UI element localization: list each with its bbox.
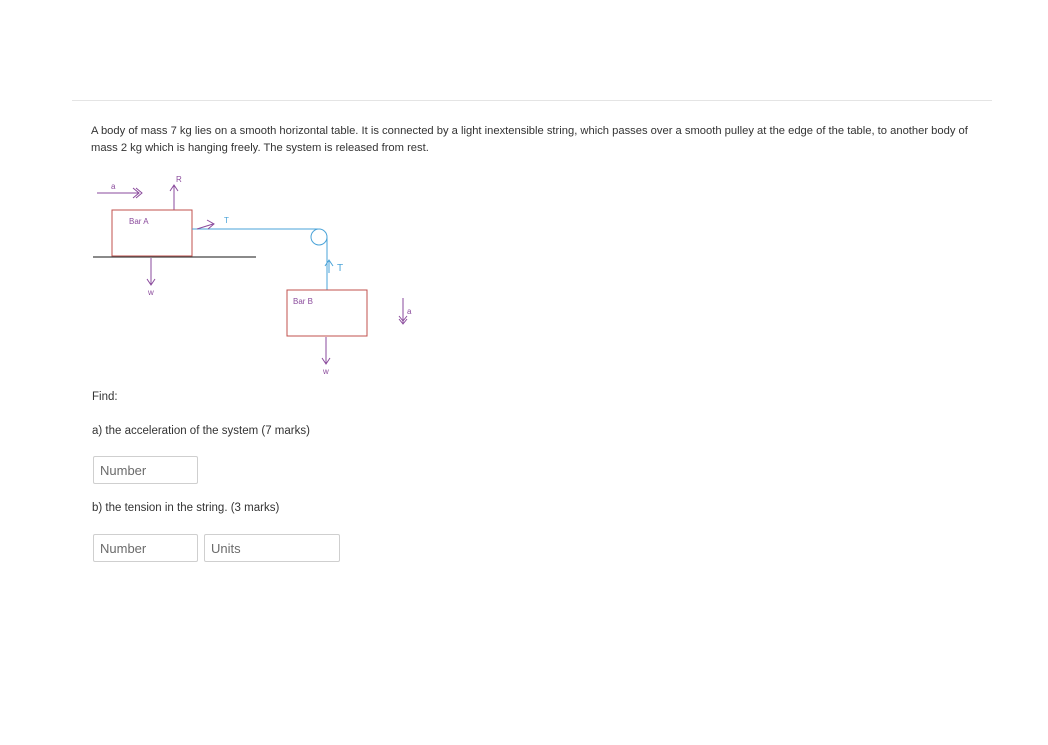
acceleration-arrow-b [399, 298, 407, 324]
tension-label-b: T [337, 263, 344, 274]
weight-arrow-a [147, 258, 155, 285]
part-b-prompt: b) the tension in the string. (3 marks) [92, 502, 280, 514]
top-divider [72, 100, 992, 101]
tension-label-a: T [224, 216, 229, 225]
pulley-icon [311, 229, 327, 245]
acceleration-label-b: a [407, 307, 412, 316]
part-a-number-input[interactable] [93, 456, 198, 484]
weight-arrow-b [322, 337, 330, 364]
weight-label-b: w [323, 367, 329, 376]
box-a-label: Bar A [129, 217, 149, 226]
part-b-units-input[interactable] [204, 534, 340, 562]
acceleration-label-a: a [111, 182, 116, 191]
box-b-label: Bar B [293, 297, 314, 306]
tension-arrow-b [325, 260, 333, 273]
weight-label-a: w [148, 288, 154, 297]
reaction-label: R [176, 175, 182, 184]
acceleration-arrow-a [97, 188, 142, 198]
find-label: Find: [92, 391, 118, 403]
part-b-number-input[interactable] [93, 534, 198, 562]
box-a [112, 210, 192, 256]
tension-arrow-a [197, 220, 214, 229]
pulley-diagram-svg [85, 168, 445, 383]
question-text: A body of mass 7 kg lies on a smooth horizontal table. It is connected by a light inextensible string, which passes over a smooth pulley at the edge of the table, to another body of mass 2 kg which is hanging freely. The system is released from rest. [91, 125, 968, 154]
pulley-diagram [85, 168, 445, 383]
reaction-arrow [170, 185, 178, 210]
part-a-prompt: a) the acceleration of the system (7 marks) [92, 425, 310, 437]
